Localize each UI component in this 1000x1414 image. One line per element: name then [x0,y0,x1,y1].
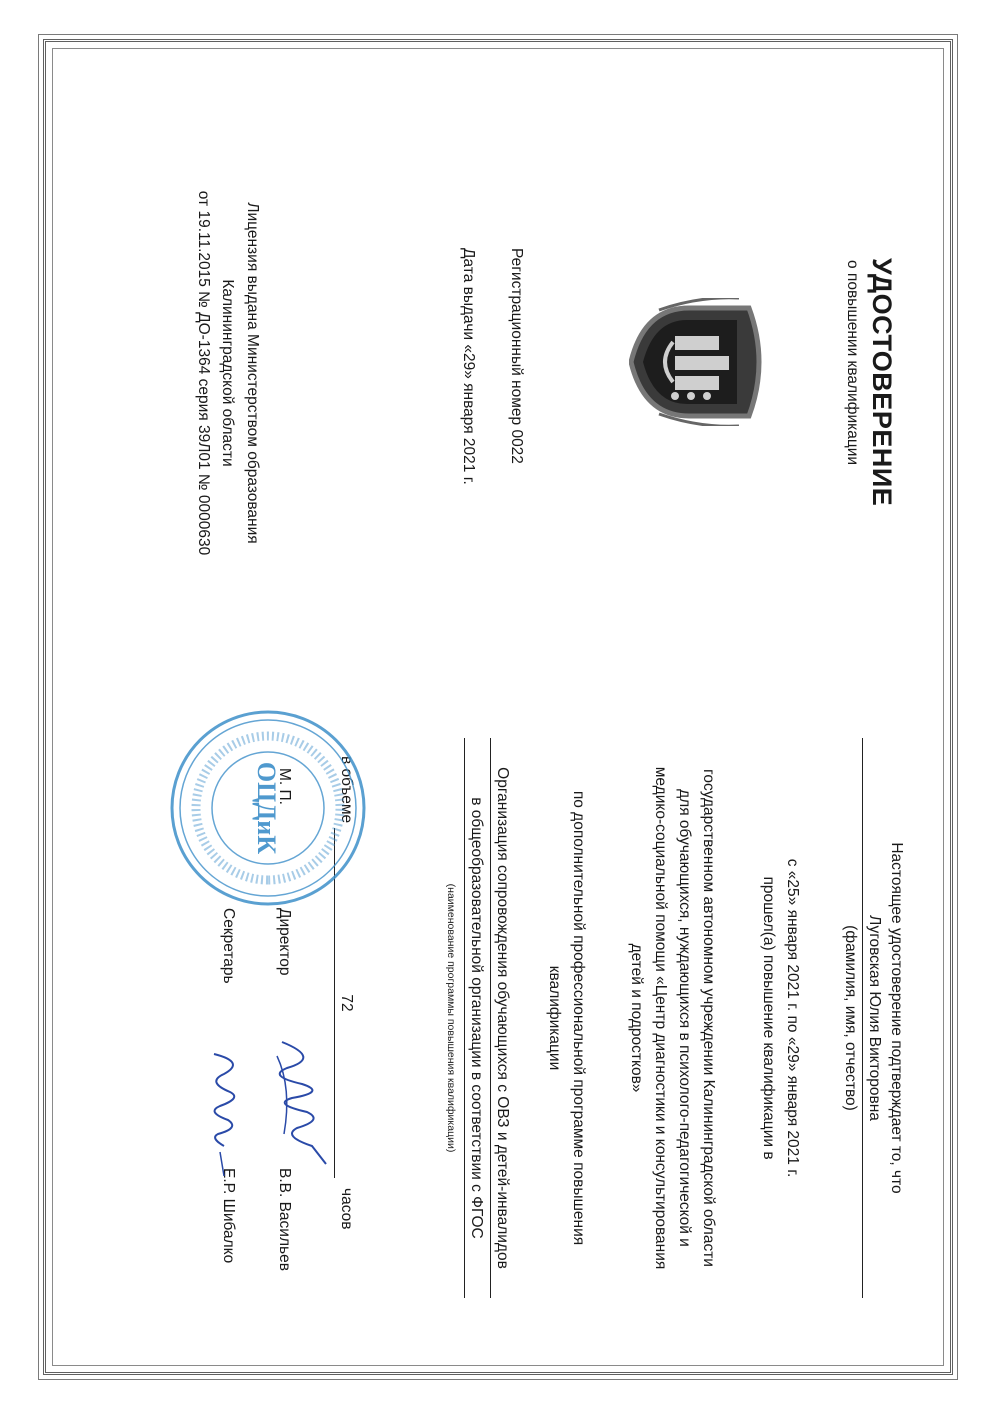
document-subtitle: о повышении квалификации [844,260,861,466]
secretary-title: Секретарь [220,908,237,984]
program-type-line-2: квалификации [546,965,563,1071]
stamp-center-text: ОЦДиК [252,761,281,855]
program-caption: (наименование программы повышения квалификации) [445,883,457,1153]
volume-suffix: часов [338,1188,355,1230]
director-title: Директор [276,908,293,976]
official-stamp [168,708,368,908]
study-period: с «25» января 2021 г. по «29» января 2021 г. [784,858,801,1178]
secretary-name: Е.Р. Шибалко [220,1168,237,1264]
institution-line-2: для обучающихся, нуждающихся в психолого-педагогической и [676,789,693,1247]
program-type-line-1: по дополнительной профессиональной программе повышения [570,790,587,1246]
secretary-signature-icon [194,1048,254,1178]
completion-text: прошел(а) повышение квалификации в [760,876,777,1160]
director-name: В.В. Васильев [276,1168,293,1271]
license-line-3: от 19.11.2015 № ДО-1364 серия 39Л01 № 0000630 [195,190,212,556]
director-signature-icon [262,1038,332,1168]
volume-hours: 72 [334,828,356,1178]
stamp-place-label: М. П. [276,768,293,805]
volume-prefix: в объеме [338,756,355,824]
full-name: Луговская Юлия Викторовна [862,738,884,1298]
license-line-1: Лицензия выдана Министерством образования [244,202,261,544]
institution-line-4: детей и подростков» [628,943,645,1093]
institution-line-1: государственном автономном учреждении Калининградской области [700,769,717,1267]
document-title: УДОСТОВЕРЕНИЕ [867,258,897,507]
issue-date: Дата выдачи «29» января 2021 г. [460,248,477,485]
program-name-line-1: Организация сопровождения обучающихся с ОВЗ и детей-инвалидов [490,738,512,1298]
license-line-2: Калининградской области [219,279,236,467]
institution-line-3: медико-социальной помощи «Центр диагностики и консультирования [652,766,669,1270]
name-caption: (фамилия, имя, отчество) [842,925,859,1111]
coat-of-arms-icon [629,298,769,426]
intro-text: Настоящее удостоверение подтверждает то, что [888,842,905,1194]
registration-number: Регистрационный номер 0022 [508,248,525,464]
program-name-line-2: в общеобразовательной организации в соответствии с ФГОС [464,738,486,1298]
certificate-sheet [52,48,944,1366]
